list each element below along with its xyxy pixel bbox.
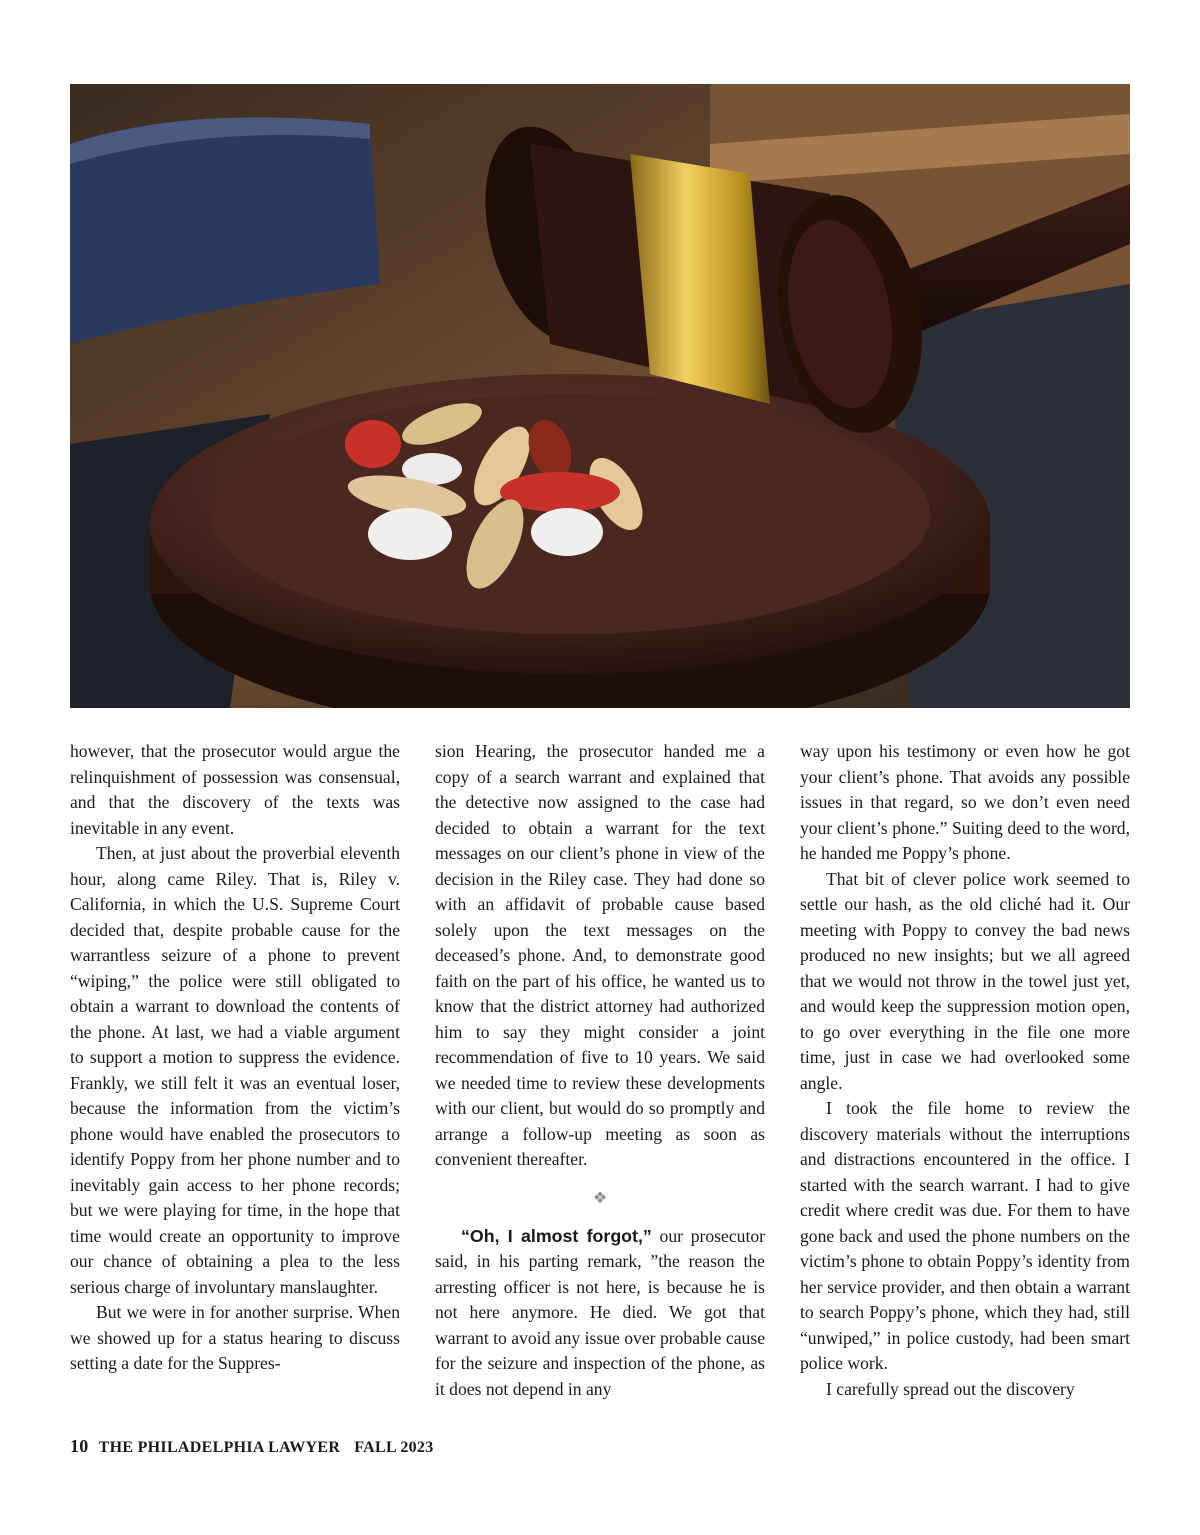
paragraph: But we were in for another surprise. When we showed up for a status hearing to discuss setting a date for the Suppres- [70, 1302, 400, 1373]
page-footer [70, 1434, 434, 1458]
paragraph-text: our prosecutor said, in his parting remark, ”the reason the arresting officer is not here, is because he is not here anymore. He died. We got that warrant to avoid any issue over probable cause for the seizure and inspection of the phone, as it does not depend in any [435, 1225, 765, 1399]
column-3 [800, 739, 1130, 1402]
lead-in-quote: “Oh, I almost forgot,” [461, 1225, 652, 1246]
paragraph: sion Hearing, the prosecutor handed me a copy of a search warrant and explained that the detective now assigned to the case had decided to obtain a warrant for the text messages on our client’s phone in view of the decision in the Riley case. They had done so with an affidavit of probable cause based solely upon the text messages on the deceased’s phone. And, to demonstrate good faith on the part of his office, he wanted us to know that the district attorney had authorized him to say they might consider a joint recommendation of five to 10 years. We said we needed time to review these developments with our client, but would do so promptly and arrange a follow-up meeting as soon as convenient thereafter. [435, 741, 765, 1169]
paragraph: way upon his testimony or even how he got your client’s phone. That avoids any possible issues in that regard, so we don’t even need your client’s phone.” Suiting deed to the word, he handed me Poppy’s phone. [800, 741, 1130, 863]
paragraph: Then, at just about the proverbial eleventh hour, along came Riley. That is, Riley v. California, in which the U.S. Supreme Court decided that, despite probable cause for the warrantless seizure of a phone to prevent “wiping,” the police were still obligated to obtain a warrant to download the contents of the phone. At last, we had a viable argument to support a motion to suppress the evidence. Frankly, we still felt it was an eventual loser, because the information from the victim’s phone would have enabled the prosecutors to identify Poppy from her phone number and to inevitably gain access to her phone records; but we were playing for time, in the hope that time would create an opportunity to improve our chance of obtaining a plea to the less serious charge of involuntary manslaughter. [70, 843, 400, 1297]
section-divider-ornament: ❖ [592, 1189, 608, 1207]
paragraph: That bit of clever police work seemed to settle our hash, as the old cliché had it. Our meeting with Poppy to convey the bad news produced no new insights; but we all agreed that we would not throw in the towel just yet, and would keep the suppression motion open, to go over everything in the file one more time, just in case we had overlooked some angle. [800, 868, 1130, 1093]
paragraph: I took the file home to review the discovery materials without the interruptions and distractions encountered in the office. I started with the search warrant. I had to give credit where credit was due. For them to have gone back and used the phone numbers on the victim’s phone to obtain Poppy’s identity from her service provider, and then obtain a warrant to search Poppy’s phone, which they had, still “unwiped,” in police custody, had been smart police work. [800, 1098, 1130, 1373]
column-2 [435, 739, 765, 1402]
column-1 [70, 739, 400, 1377]
issue-date: FALL 2023 [354, 1439, 434, 1456]
article-photo [70, 84, 1130, 708]
paragraph [435, 1224, 765, 1403]
publication-name: THE PHILADELPHIA LAWYER [98, 1439, 341, 1456]
paragraph: I carefully spread out the discovery [826, 1378, 1075, 1399]
paragraph: however, that the prosecutor would argue the relinquishment of possession was consensual, and that the discovery of the texts was inevitable in any event. [70, 741, 400, 838]
page-number: 10 [70, 1436, 89, 1456]
gavel-pills-image [70, 84, 1130, 708]
